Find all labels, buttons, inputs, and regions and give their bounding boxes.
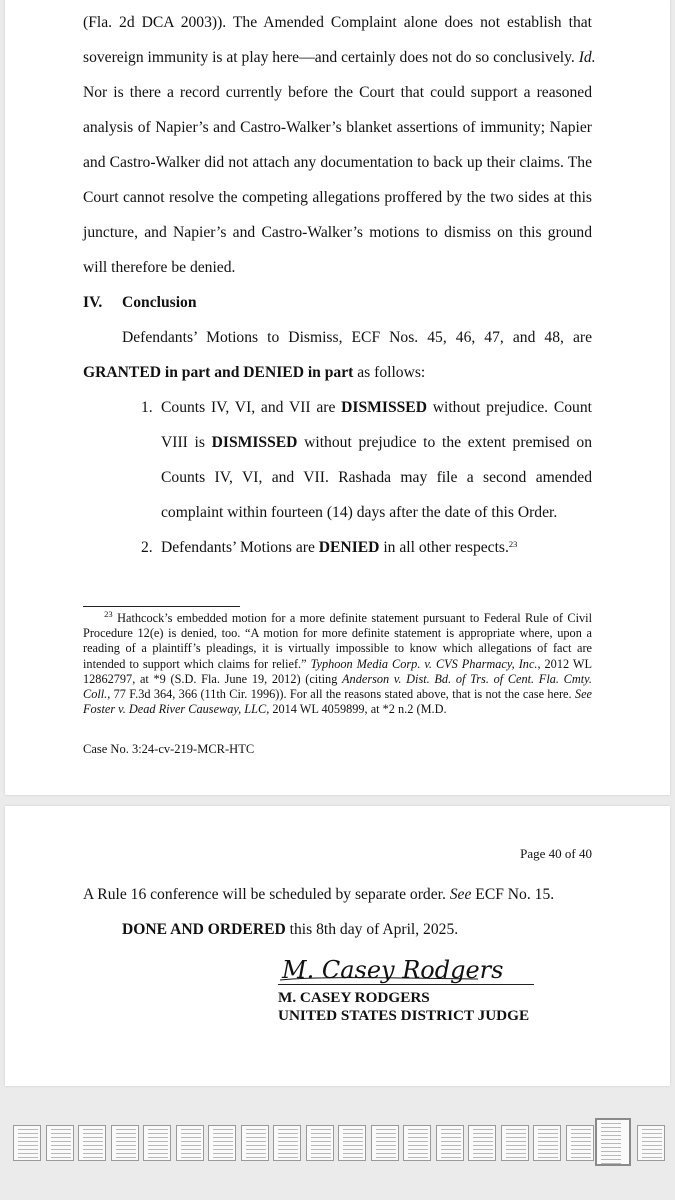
page-thumbnail[interactable] <box>273 1125 301 1161</box>
body-line: sovereign immunity is at play here—and certainly does not do so conclusively. Id. <box>83 49 596 66</box>
page-thumbnail[interactable] <box>13 1125 41 1161</box>
page-thumbnail[interactable] <box>46 1125 74 1161</box>
page-thumbnail[interactable] <box>111 1125 139 1161</box>
section-number: IV. <box>83 294 103 311</box>
section-heading: Conclusion <box>122 294 197 311</box>
list-item: Defendants’ Motions are DENIED in all other respects.$^{23}$ <box>161 539 518 556</box>
page-thumbnail[interactable] <box>208 1125 236 1161</box>
page-number: Page 40 of 40 <box>520 846 592 861</box>
page-thumbnail[interactable] <box>533 1125 561 1161</box>
list-item-number: 1. <box>141 399 153 416</box>
page-thumbnail[interactable] <box>403 1125 431 1161</box>
body-line: (Fla. 2d DCA 2003)). The Amended Complaint alone does not establish that <box>83 14 592 31</box>
footnote-reference[interactable]: 23 <box>508 539 518 549</box>
page-thumbnail[interactable] <box>371 1125 399 1161</box>
body-line: GRANTED in part and DENIED in part as follows: <box>83 364 426 381</box>
body-line: Defendants’ Motions to Dismiss, ECF Nos. 45, 46, 47, and 48, are <box>122 329 592 346</box>
list-item: Counts IV, VI, and VII are DISMISSED without prejudice. Count VIII is DISMISSED without prejudice to the extent premised on Counts IV, VI, and VII. Rashada may file a second amended complaint within fourteen (14) days after the date of this Order. <box>161 399 592 521</box>
body-paragraph: Nor is there a record currently before the Court that could support a reasoned analysis of Napier’s and Castro-Walker’s blanket assertions of immunity; Napier and Castro-Walker did not attach any documentation to back up their claims. The Court cannot resolve the competing allegations proffered by the two sides at this juncture, and Napier’s and Castro-Walker’s motions to dismiss on this ground will therefore be denied. <box>83 84 592 276</box>
signature <box>278 952 534 985</box>
page-thumbnail-strip[interactable] <box>0 1108 675 1178</box>
page-thumbnail[interactable] <box>338 1125 366 1161</box>
footnote: $^{23}$ Hathcock’s embedded motion for a more definite statement pursuant to Federal Rule of Civil Procedure 12(e) is denied, too. “A motion for more definite statement is appropriate where, upon a reading of a plaintiff’s pleadings, it is virtually impossible to know which allegations of fact are intended to support which claims for relief.” Typhoon Media Corp. v. CVS Pharmacy, Inc., 2012 WL 12862797, at *9 (S.D. Fla. June 19, 2012) (citing Anderson v. Dist. Bd. of Trs. of Cent. Fla. Cmty. Coll., 77 F.3d 364, 366 (11th Cir. 1996)). For all the reasons stated above, that is not the case here. See Foster v. Dead River Causeway, LLC, 2014 WL 4059899, at *2 n.2 (M.D. <box>83 609 592 717</box>
document-page-40 <box>5 806 670 1086</box>
list-item-number: 2. <box>141 539 153 556</box>
footnote-divider <box>83 606 240 607</box>
page-thumbnail[interactable] <box>143 1125 171 1161</box>
page-thumbnail[interactable] <box>501 1125 529 1161</box>
page-thumbnail[interactable] <box>468 1125 496 1161</box>
page-thumbnail[interactable] <box>176 1125 204 1161</box>
page-thumbnail[interactable] <box>566 1125 594 1161</box>
rule16-sentence: A Rule 16 conference will be scheduled by separate order. See ECF No. 15. <box>83 886 555 903</box>
page-thumbnail[interactable] <box>306 1125 334 1161</box>
judge-name: M. CASEY RODGERS <box>278 989 430 1006</box>
page-thumbnail[interactable] <box>436 1125 464 1161</box>
document-page-39 <box>5 0 670 795</box>
svg-text:M. Casey Rodgers: M. Casey Rodgers <box>282 956 504 984</box>
page-thumbnail[interactable] <box>637 1125 665 1161</box>
page-thumbnail-selected[interactable] <box>595 1118 631 1166</box>
page-thumbnail[interactable] <box>241 1125 269 1161</box>
signature-image <box>278 952 534 984</box>
case-number: Case No. 3:24-cv-219-MCR-HTC <box>83 742 255 756</box>
done-and-ordered: DONE AND ORDERED this 8th day of April, 2025. <box>122 921 459 938</box>
page-thumbnail[interactable] <box>78 1125 106 1161</box>
judge-title: UNITED STATES DISTRICT JUDGE <box>278 1007 530 1024</box>
